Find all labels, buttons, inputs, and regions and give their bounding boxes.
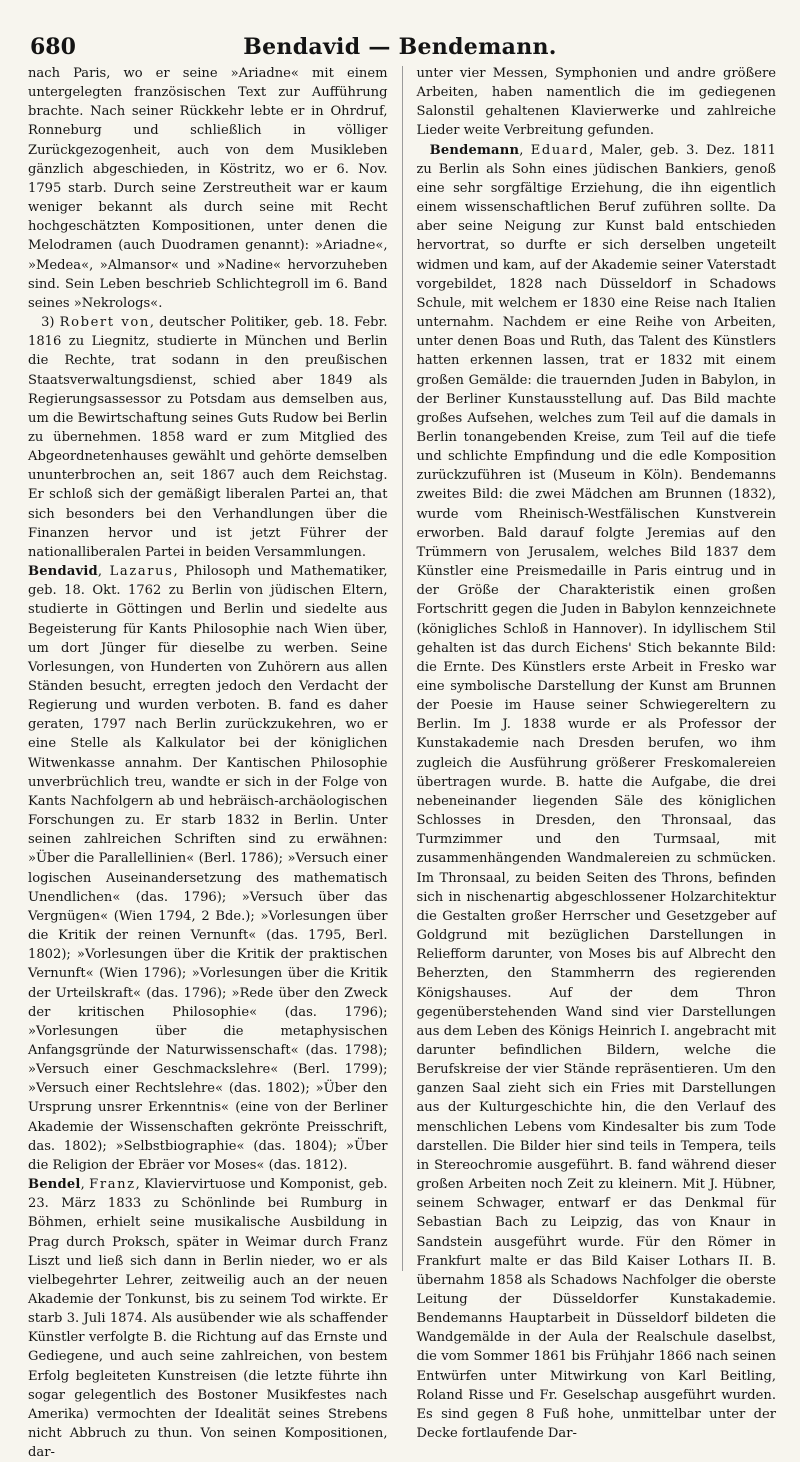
entry-headword: Bendel	[28, 1177, 81, 1193]
entry-headword: Bendemann	[429, 142, 520, 158]
paragraph-text: , deutscher Politiker, geb. 18. Febr. 1816 zu Liegnitz, studierte in München und Berlin die Rechte, trat sodann in den preußischen Staatsverwaltungsdienst, schied aber 1849 als Regierungsassessor zu Potsdam aus demselben aus, um die Bewirtschaftung seines Guts Rudow bei Berlin zu übernehmen. 1858 ward er zum Mitglied des Abgeordnetenhauses gewählt und gehörte demselben ununterbrochen an, seit 1867 auch dem Reichstag. Er schloß sich der gemäßigt liberalen Partei an, that sich besonders bei den Verhandlungen über die Finanzen hervor und ist jetzt Führer der nationalliberalen Partei in beiden Versammlungen.	[28, 315, 388, 560]
text-columns	[28, 64, 777, 1461]
running-title: Bendavid — Bendemann.	[243, 34, 557, 60]
right-column	[416, 64, 777, 1442]
paragraph-text: unter vier Messen, Symphonien und andre größere Arbeiten, haben namentlich die im gediegenen Salonstil gehaltenen Klavierwerke und zahlreiche Lieder weite Verbreitung gefunden.	[416, 66, 776, 139]
entry-headword: Bendavid	[28, 564, 98, 580]
entry-continuation-paragraph	[28, 64, 388, 313]
paragraph-text: , Philosoph und Mathematiker, geb. 18. Okt. 1762 zu Berlin von jüdischen Eltern, studierte in Göttingen und Berlin und siedelte aus Begeisterung für Kants Philosophie nach Wien über, um dort Jünger für dieselbe zu werben. Seine Vorlesungen, von Hunderten von Zuhörern aus allen Ständen besucht, erregten jedoch den Verdacht der Regierung und wurden verboten. B. fand es daher geraten, 1797 nach Berlin zurückzukehren, wo er eine Stelle als Kalkulator bei der königlichen Witwenkasse annahm. Der Kantischen Philosophie unverbrüchlich treu, wandte er sich in der Folge von Kants Nachfolgern ab und hebräisch-archäologischen Forschungen zu. Er starb 1832 in Berlin. Unter seinen zahlreichen Schriften sind zu erwähnen: »Über die Parallellinien« (Berl. 1786); »Versuch einer logischen Auseinandersetzung des mathematisch Unendlichen« (das. 1796); »Versuch über das Vergnügen« (Wien 1794, 2 Bde.); »Vorlesungen über die Kritik der reinen Vernunft« (das. 1795, Berl. 1802); »Vorlesungen über die Kritik der praktischen Vernunft« (Wien 1796); »Vorlesungen über die Kritik der Urteilskraft« (das. 1796); »Rede über den Zweck der kritischen Philosophie« (das. 1796); »Vorlesungen über die metaphysischen Anfangsgründe der Naturwissenschaft« (das. 1798); »Versuch einer Geschmackslehre« (Berl. 1799); »Versuch einer Rechtslehre« (das. 1802); »Über den Ursprung unsrer Erkenntnis« (eine von der Berliner Akademie der Wissenschaften gekrönte Preisschrift, das. 1802); »Selbstbiographie« (das. 1804); »Über die Religion der Ebräer vor Moses« (das. 1812).	[28, 564, 388, 1173]
left-column	[28, 64, 388, 1461]
entry-given-name: Eduard	[530, 142, 590, 158]
page-header	[28, 22, 772, 62]
column-divider	[402, 66, 403, 1271]
entry-given-name: Franz	[89, 1177, 136, 1193]
entry-bendel: Bendel, Franz, Klaviervirtuose und Komponist, geb. 23. März 1833 zu Schönlinde bei Rumburg in Böhmen, erhielt seine musikalische Ausbildung in Prag durch Proksch, später in Weimar durch Franz Liszt und ließ sich dann in Berlin nieder, wo er als vielbegehrter Lehrer, zeitweilig auch an der neuen Akademie der Tonkunst, bis zu seinem Tod wirkte. Er starb 3. Juli 1874. Als ausübender wie als schaffender Künstler verfolgte B. die Richtung auf das Ernste und Gediegene, und auch seine zahlreichen, von bestem Erfolg begleiteten Kunstreisen (die letzte führte ihn sogar gelegentlich des Bostoner Musikfestes nach Amerika) vermochten der Idealität seines Strebens nicht Abbruch zu thun. Von seinen Kompositionen, dar-	[28, 1177, 388, 1461]
entry-bendavid: Bendavid, Lazarus, Philosoph und Mathematiker, geb. 18. Okt. 1762 zu Berlin von jüdischen Eltern, studierte in Göttingen und Berlin und siedelte aus Begeisterung für Kants Philosophie nach Wien über, um dort Jünger für dieselbe zu werben. Seine Vorlesungen, von Hunderten von Zuhörern aus allen Ständen besucht, erregten jedoch den Verdacht der Regierung und wurden verboten. B. fand es daher geraten, 1797 nach Berlin zurückzukehren, wo er eine Stelle als Kalkulator bei der königlichen Witwenkasse annahm. Der Kantischen Philosophie unverbrüchlich treu, wandte er sich in der Folge von Kants Nachfolgern ab und hebräisch-archäologischen Forschungen zu. Er starb 1832 in Berlin. Unter seinen zahlreichen Schriften sind zu erwähnen: »Über die Parallellinien« (Berl. 1786); »Versuch einer logischen Auseinandersetzung des mathematisch Unendlichen« (das. 1796); »Versuch über das Vergnügen« (Wien 1794, 2 Bde.); »Vorlesungen über die Kritik der reinen Vernunft« (das. 1795, Berl. 1802); »Vorlesungen über die Kritik der praktischen Vernunft« (Wien 1796); »Vorlesungen über die Kritik der Urteilskraft« (das. 1796); »Rede über den Zweck der kritischen Philosophie« (das. 1796); »Vorlesungen über die metaphysischen Anfangsgründe der Naturwissenschaft« (das. 1798); »Versuch einer Geschmackslehre« (Berl. 1799); »Versuch einer Rechtslehre« (das. 1802); »Über den Ursprung unsrer Erkenntnis« (eine von der Berliner Akademie der Wissenschaften gekrönte Preisschrift, das. 1802); »Selbstbiographie« (das. 1804); »Über die Religion der Ebräer vor Moses« (das. 1812).	[28, 564, 388, 1173]
entry-given-name: Lazarus	[109, 564, 174, 580]
paragraph-text: nach Paris, wo er seine »Ariadne« mit einem untergelegten französischen Text zur Aufführung brachte. Nach seiner Rückkehr lebte er in Ohrdruf, Ronneburg und schließlich in völliger Zurückgezogenheit, auch von dem Musikleben gänzlich abgeschieden, in Köstritz, wo er 6. Nov. 1795 starb. Durch seine Zerstreutheit war er kaum weniger bekannt als durch seine mit Recht hochgeschätzten Kompositionen, unter denen die Melodramen (auch Duodramen genannt): »Ariadne«, »Medea«, »Almansor« und »Nadine« hervorzuheben sind. Sein Leben beschrieb Schlichtegroll im 6. Band seines »Nekrologs«.	[28, 66, 388, 311]
entry-continuation-paragraph	[417, 64, 777, 141]
entry-person-name: Robert von	[59, 315, 150, 331]
entry-bendemann: Bendemann, Eduard, Maler, geb. 3. Dez. 1811 zu Berlin als Sohn eines jüdischen Bankiers, genoß eine sehr sorgfältige Erziehung, die ihn eigentlich einem wissenschaftlichen Beruf zuführen sollte. Da aber seine Neigung zur Kunst bald entschieden hervortrat, so durfte er sich derselben ungeteilt widmen und kam, auf der Akademie seiner Vaterstadt vorgebildet, 1828 nach Düsseldorf in Schadows Schule, mit welchem er 1830 eine Reise nach Italien unternahm. Nachdem er eine Reihe von Arbeiten, unter denen Boas und Ruth, das Talent des Künstlers hatten erkennen lassen, trat er 1832 mit einem großen Gemälde: die trauernden Juden in Babylon, in der Berliner Kunstausstellung auf. Das Bild machte großes Aufsehen, welches zum Teil auf die damals in Berlin tonangebenden Kreise, zum Teil auf die tiefe und schlichte Empfindung und die edle Komposition zurückzuführen ist (Museum in Köln). Bendemanns zweites Bild: die zwei Mädchen am Brunnen (1832), wurde vom Rheinisch-Westfälischen Kunstverein erworben. Bald darauf folgte Jeremias auf den Trümmern von Jerusalem, welches Bild 1837 dem Künstler eine Preismedaille in Paris eintrug und in der Größe der Charakteristik einen großen Fortschritt gegen die Juden in Babylon kennzeichnete (königliches Schloß in Hannover). In idyllischem Stil gehalten ist das durch Eichens' Stich bekannte Bild: die Ernte. Des Künstlers erste Arbeit in Fresko war eine symbolische Darstellung der Kunst am Brunnen der Poesie im Hause seiner Schwiegereltern zu Berlin. Im J. 1838 wurde er als Professor der Kunstakademie nach Dresden berufen, wo ihm zugleich die Ausführung größerer Freskomalereien übertragen wurde. B. hatte die Aufgabe, die drei nebeneinander liegenden Säle des königlichen Schlosses in Dresden, den Thronsaal, das Turmzimmer und den Turmsaal, mit zusammenhängenden Wandmalereien zu schmücken. Im Thronsaal, zu beiden Seiten des Throns, befinden sich in nischenartig abgeschlossener Holzarchitektur die Gestalten großer Herrscher und Gesetzgeber auf Goldgrund mit bezüglichen Darstellungen in Reliefform darunter, von Moses bis auf Albrecht den Beherzten, den Stammherrn des regierenden Königshauses. Auf der dem Thron gegenüberstehenden Wand sind vier Darstellungen aus dem Leben des Königs Heinrich I. angebracht mit darunter befindlichen Bildern, welche die Berufskreise der vier Stände repräsentieren. Um den ganzen Saal zieht sich ein Fries mit Darstellungen aus der Kulturgeschichte hin, die den Verlauf des menschlichen Lebens vom Kindesalter bis zum Tode darstellen. Die Bilder hier sind teils in Tempera, teils in Stereochromie ausgeführt. B. fand während dieser großen Arbeiten noch Zeit zu kleinern. Mit J. Hübner, seinem Schwager, entwarf er das Denkmal für Sebastian Bach zu Leipzig, das von Knaur in Sandstein ausgeführt wurde. Für den Römer in Frankfurt malte er das Bild Kaiser Lothars II. B. übernahm 1858 als Schadows Nachfolger die oberste Leitung der Düsseldorfer Kunstakademie. Bendemanns Hauptarbeit in Düsseldorf bildeten die Wandgemälde in der Aula der Realschule daselbst, die vom Sommer 1861 bis Frühjahr 1866 nach seinen Entwürfen unter Mitwirkung von Karl Beitling, Roland Risse und Fr. Geselschap ausgeführt wurden. Es sind gegen 8 Fuß hohe, unmittelbar unter der Decke fortlaufende Dar-	[416, 142, 777, 1442]
paragraph-text: , Klaviervirtuose und Komponist, geb. 23. März 1833 zu Schönlinde bei Rumburg in Böhmen, erhielt seine musikalische Ausbildung in Prag durch Proksch, später in Weimar durch Franz Liszt und ließ sich dann in Berlin nieder, wo er als vielbegehrter Lehrer, zeitweilig auch an der neuen Akademie der Tonkunst, bis zu seinem Tod wirkte. Er starb 3. Juli 1874. Als ausübender wie als schaffender Künstler verfolgte B. die Richtung auf das Ernste und Gediegene, und auch seine zahlreichen, von bestem Erfolg begleiteten Kunstreisen (die letzte führte ihn sogar gelegentlich des Bostoner Musikfestes nach Amerika) vermochten der Idealität seines Strebens nicht Abbruch zu thun. Von seinen Kompositionen, dar-	[28, 1177, 388, 1461]
entry-number: 3)	[41, 315, 60, 331]
page-number: 680	[30, 34, 76, 60]
entry-robert-von-paragraph	[28, 313, 388, 562]
paragraph-text: , Maler, geb. 3. Dez. 1811 zu Berlin als Sohn eines jüdischen Bankiers, genoß eine sehr sorgfältige Erziehung, die ihn eigentlich einem wissenschaftlichen Beruf zuführen sollte. Da aber seine Neigung zur Kunst bald entschieden hervortrat, so durfte er sich derselben ungeteilt widmen und kam, auf der Akademie seiner Vaterstadt vorgebildet, 1828 nach Düsseldorf in Schadows Schule, mit welchem er 1830 eine Reise nach Italien unternahm. Nachdem er eine Reihe von Arbeiten, unter denen Boas und Ruth, das Talent des Künstlers hatten erkennen lassen, trat er 1832 mit einem großen Gemälde: die trauernden Juden in Babylon, in der Berliner Kunstausstellung auf. Das Bild machte großes Aufsehen, welches zum Teil auf die damals in Berlin tonangebenden Kreise, zum Teil auf die tiefe und schlichte Empfindung und die edle Komposition zurückzuführen ist (Museum in Köln). Bendemanns zweites Bild: die zwei Mädchen am Brunnen (1832), wurde vom Rheinisch-Westfälischen Kunstverein erworben. Bald darauf folgte Jeremias auf den Trümmern von Jerusalem, welches Bild 1837 dem Künstler eine Preismedaille in Paris eintrug und in der Größe der Charakteristik einen großen Fortschritt gegen die Juden in Babylon kennzeichnete (königliches Schloß in Hannover). In idyllischem Stil gehalten ist das durch Eichens' Stich bekannte Bild: die Ernte. Des Künstlers erste Arbeit in Fresko war eine symbolische Darstellung der Kunst am Brunnen der Poesie im Hause seiner Schwiegereltern zu Berlin. Im J. 1838 wurde er als Professor der Kunstakademie nach Dresden berufen, wo ihm zugleich die Ausführung größerer Freskomalereien übertragen wurde. B. hatte die Aufgabe, die drei nebeneinander liegenden Säle des königlichen Schlosses in Dresden, den Thronsaal, das Turmzimmer und den Turmsaal, mit zusammenhängenden Wandmalereien zu schmücken. Im Thronsaal, zu beiden Seiten des Throns, befinden sich in nischenartig abgeschlossener Holzarchitektur die Gestalten großer Herrscher und Gesetzgeber auf Goldgrund mit bezüglichen Darstellungen in Reliefform darunter, von Moses bis auf Albrecht den Beherzten, den Stammherrn des regierenden Königshauses. Auf der dem Thron gegenüberstehenden Wand sind vier Darstellungen aus dem Leben des Königs Heinrich I. angebracht mit darunter befindlichen Bildern, welche die Berufskreise der vier Stände repräsentieren. Um den ganzen Saal zieht sich ein Fries mit Darstellungen aus der Kulturgeschichte hin, die den Verlauf des menschlichen Lebens vom Kindesalter bis zum Tode darstellen. Die Bilder hier sind teils in Tempera, teils in Stereochromie ausgeführt. B. fand während dieser großen Arbeiten noch Zeit zu kleinern. Mit J. Hübner, seinem Schwager, entwarf er das Denkmal für Sebastian Bach zu Leipzig, das von Knaur in Sandstein ausgeführt wurde. Für den Römer in Frankfurt malte er das Bild Kaiser Lothars II. B. übernahm 1858 als Schadows Nachfolger die oberste Leitung der Düsseldorfer Kunstakademie. Bendemanns Hauptarbeit in Düsseldorf bildeten die Wandgemälde in der Aula der Realschule daselbst, die vom Sommer 1861 bis Frühjahr 1866 nach seinen Entwürfen unter Mitwirkung von Karl Beitling, Roland Risse und Fr. Geselschap ausgeführt wurden. Es sind gegen 8 Fuß hohe, unmittelbar unter der Decke fortlaufende Dar-	[416, 142, 777, 1442]
